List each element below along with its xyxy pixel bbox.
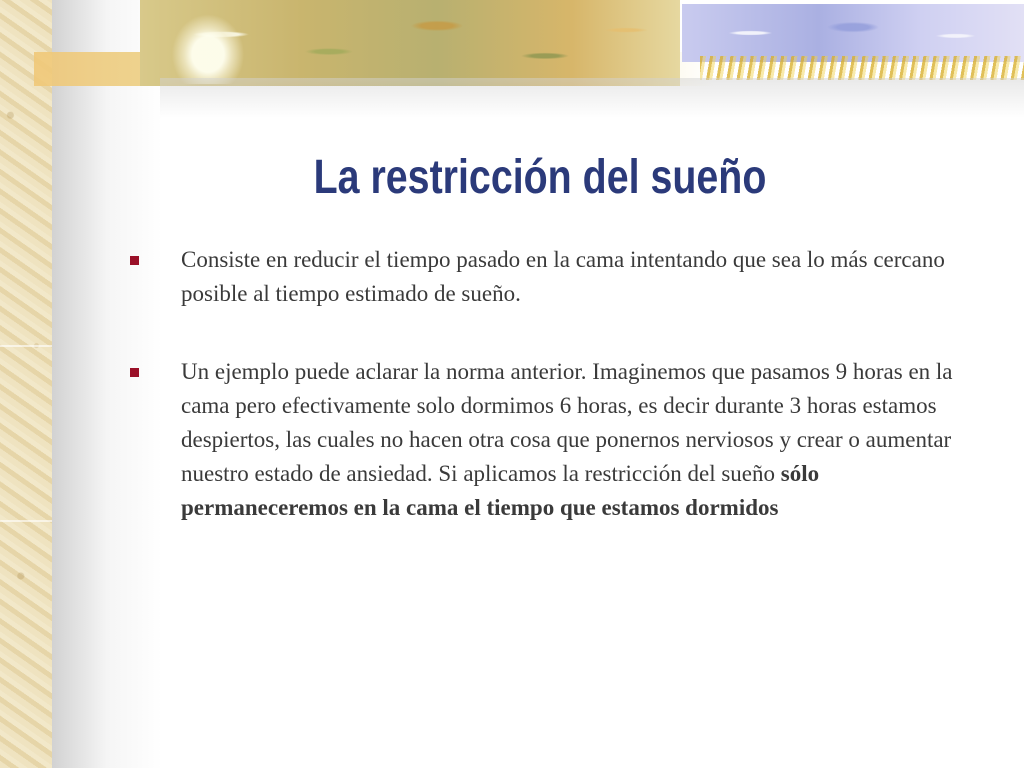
parchment-seam (0, 520, 52, 522)
square-bullet-icon (130, 368, 139, 377)
header-shadow (160, 78, 1024, 118)
parchment-border (0, 0, 52, 768)
bullet-text: Un ejemplo puede aclarar la norma anterior. Imaginemos que pasamos 9 horas en la cama pero efectivamente solo dormimos 6 horas, es decir durante 3 horas estamos despiertos, las cuales no hacen otra cosa que ponernos nerviosos y crear o aumentar nuestro estado de ansiedad. Si aplicamos la restricción del sueño (181, 359, 953, 486)
decorative-blue-image (682, 4, 1024, 62)
bullet-list (130, 243, 990, 569)
bullet-item (130, 355, 990, 525)
decorative-leaf (168, 10, 248, 84)
slide-title: La restricción del sueño (313, 151, 767, 204)
bullet-bold-text: sólo permaneceremos en la cama el tiempo que estamos dormidos (181, 461, 820, 520)
bullet-text: Consiste en reducir el tiempo pasado en la cama intentando que sea lo más cercano posible al tiempo estimado de sueño. (181, 247, 945, 306)
bullet-item (130, 243, 990, 311)
square-bullet-icon (130, 256, 139, 265)
parchment-seam (0, 345, 52, 347)
decorative-grass (700, 56, 1024, 80)
